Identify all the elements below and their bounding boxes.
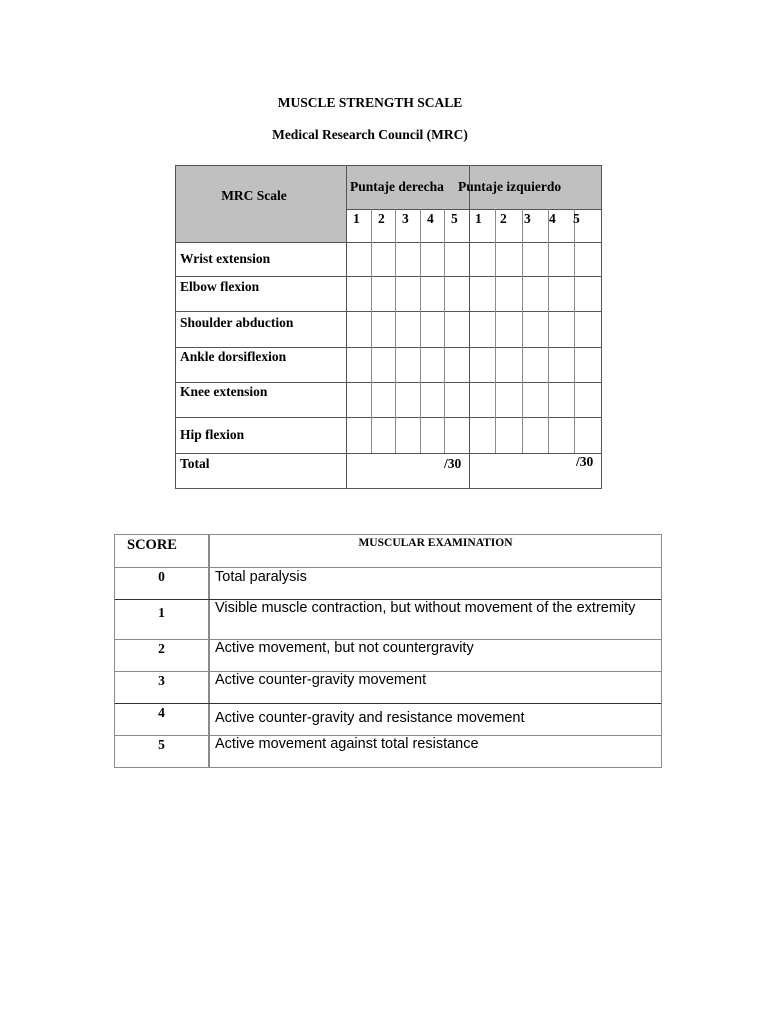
movement-label: Shoulder abduction [180,315,294,330]
grade-number: 1 [353,211,360,226]
row-divider [176,276,601,277]
score-description: Active counter-gravity and resistance movement [215,710,525,726]
column-divider [346,166,347,488]
score-value: 0 [158,569,165,584]
row-divider [176,382,601,383]
movement-label: Elbow flexion [180,279,260,294]
score-value: 3 [158,673,165,688]
mrc-scale-header: MRC Scale [221,188,287,203]
grade-number: 3 [402,211,409,226]
left-score-header: Puntaje izquierdo [458,179,562,194]
score-description: Total paralysis [215,569,307,585]
score-description: Active counter-gravity movement [215,672,427,688]
right-score-header: Puntaje derecha [350,179,444,194]
score-description: Active movement against total resistance [215,736,479,752]
score-value: 5 [158,737,165,752]
grade-divider [522,209,523,453]
mrc-table [175,165,602,489]
total-right-value: /30 [444,456,462,471]
score-value: 4 [158,705,165,720]
header-divider [346,209,601,210]
total-label: Total [180,456,210,471]
grade-divider [420,209,421,453]
grade-divider [495,209,496,453]
movement-label: Knee extension [180,384,268,399]
total-left-value: /30 [576,454,594,469]
grade-number: 1 [475,211,482,226]
page-title: MUSCLE STRENGTH SCALE [277,95,463,110]
grade-divider [395,209,396,453]
grade-divider [371,209,372,453]
grade-number: 3 [524,211,531,226]
exam-header: MUSCULAR EXAMINATION [358,537,513,549]
row-divider [176,311,601,312]
movement-label: Ankle dorsiflexion [180,349,287,364]
grade-number: 2 [500,211,507,226]
row-divider [176,453,601,454]
score-description: Active movement, but not countergravity [215,640,474,656]
score-header: SCORE [127,537,177,553]
grade-number: 4 [427,211,434,226]
row-divider [176,417,601,418]
score-table [114,534,662,768]
column-divider [469,166,470,488]
header-background-left [176,209,346,242]
score-value: 1 [158,605,165,620]
grade-number: 4 [549,211,556,226]
score-description: Visible muscle contraction, but without movement of the extremity [215,600,636,616]
grade-divider [548,209,549,453]
movement-label: Wrist extension [180,251,271,266]
grade-number: 5 [451,211,458,226]
grade-number: 5 [573,211,580,226]
score-value: 2 [158,641,165,656]
row-divider [176,347,601,348]
row-divider [115,703,661,704]
page-subtitle: Medical Research Council (MRC) [272,127,468,142]
row-divider [176,242,601,243]
grade-divider [444,209,445,453]
grade-number: 2 [378,211,385,226]
grade-divider [574,209,575,453]
movement-label: Hip flexion [180,427,245,442]
column-divider [208,535,210,767]
